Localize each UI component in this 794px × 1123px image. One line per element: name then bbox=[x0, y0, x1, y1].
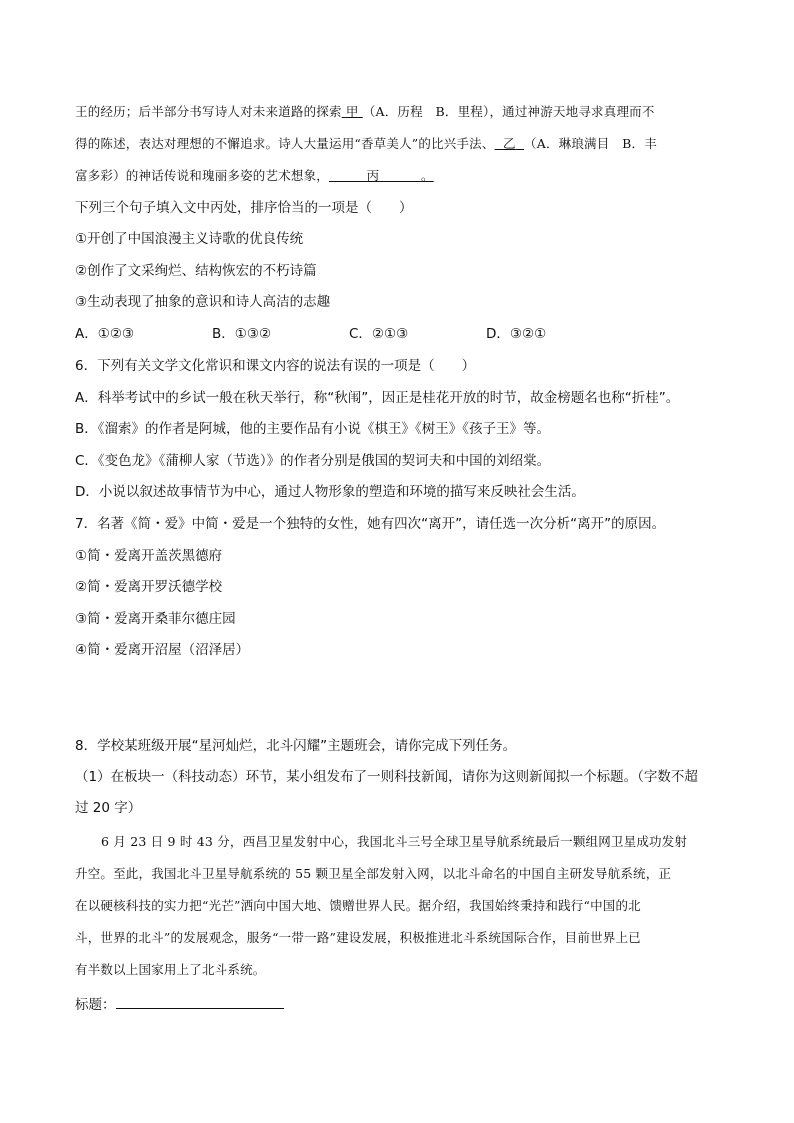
news-line-4: 斗，世界的北斗”的发展观念，服务“一带一路”建设发展，积极推进北斗系统国际合作，目前世界上已 bbox=[75, 930, 641, 945]
q5-options bbox=[75, 324, 724, 344]
passage-text: （A．琳琅满目 B．丰 bbox=[524, 136, 657, 151]
q5-sentence-2: ②创作了文采绚烂、结构恢宏的不朽诗篇 bbox=[75, 263, 317, 279]
q5-option-b[interactable]: B．①③② bbox=[212, 326, 272, 342]
q5-option-c[interactable]: C．②①③ bbox=[349, 326, 409, 342]
passage-line-3 bbox=[75, 166, 724, 186]
q8-task1-line1: （1）在板块一（科技动态）环节，某小组发布了一则科技新闻，请你为这则新闻拟一个标题。（字数不超 bbox=[75, 769, 698, 785]
title-label: 标题： bbox=[75, 997, 116, 1013]
q6-prompt: 6．下列有关文学文化常识和课文内容的说法有误的一项是（ ） bbox=[75, 358, 476, 374]
passage-line-1 bbox=[75, 102, 724, 122]
q6-option-a[interactable]: A．科举考试中的乡试一般在秋天举行，称“秋闱”，因正是桂花开放的时节，故金榜题名也称“折桂”。 bbox=[75, 390, 680, 406]
q7-choice-3: ③简・爱离开桑菲尔德庄园 bbox=[75, 611, 236, 627]
blank-yi[interactable]: 乙 bbox=[502, 136, 516, 151]
title-answer-row bbox=[75, 993, 724, 1015]
q7-prompt: 7．名著《简・爱》中简・爱是一个独特的女性，她有四次“离开”，请任选一次分析“离开”的原因。 bbox=[75, 516, 666, 532]
passage-text: （A．历程 B．里程），通过神游天地寻求真理而不 bbox=[362, 104, 655, 119]
q8-prompt: 8．学校某班级开展“星河灿烂，北斗闪耀”主题班会，请你完成下列任务。 bbox=[75, 738, 517, 754]
news-line-2: 升空。至此，我国北斗卫星导航系统的 55 颗卫星全部发射入网，以北斗命名的中国自主研发导航系统，正 bbox=[75, 866, 672, 881]
q7-choice-2: ②简・爱离开罗沃德学校 bbox=[75, 579, 223, 595]
q5-option-a[interactable]: A．①②③ bbox=[75, 326, 135, 342]
q6-option-d[interactable]: D．小说以叙述故事情节为中心，通过人物形象的塑造和环境的描写来反映社会生活。 bbox=[75, 484, 585, 500]
q6-option-b[interactable]: B．《溜索》的作者是阿城，他的主要作品有小说《棋王》《树王》《孩子王》等。 bbox=[75, 421, 551, 437]
q5-sentence-3: ③生动表现了抽象的意识和诗人高洁的志趣 bbox=[75, 294, 331, 310]
passage-text: 富多彩）的神话传说和瑰丽多姿的艺术想象， bbox=[75, 168, 330, 183]
passage-line-2 bbox=[75, 134, 724, 154]
q7-choice-4: ④简・爱离开沼屋（沼泽居） bbox=[75, 642, 250, 658]
q7-choice-1: ①简・爱离开盖茨黑德府 bbox=[75, 548, 223, 564]
q6-option-c[interactable]: C．《变色龙》《蒲柳人家（节选）》的作者分别是俄国的契诃夫和中国的刘绍棠。 bbox=[75, 453, 551, 469]
news-line-1: 6 月 23 日 9 时 43 分，西昌卫星发射中心，我国北斗三号全球卫星导航系统最后一颗组网卫星成功发射 bbox=[101, 834, 688, 849]
news-line-3: 在以硬核科技的实力把“光芒”洒向中国大地、馈赠世界人民。据介绍，我国始终秉持和践行“中国的北 bbox=[75, 898, 641, 913]
q5-prompt: 下列三个句子填入文中丙处，排序恰当的一项是（ ） bbox=[75, 200, 413, 216]
passage-text: 得的陈述，表达对理想的不懈追求。诗人大量运用“香草美人”的比兴手法、 bbox=[75, 136, 495, 151]
blank-bing[interactable]: 丙 。 bbox=[366, 168, 434, 183]
passage-text: 王的经历；后半部分书写诗人对未来道路的探索 bbox=[75, 104, 342, 119]
title-answer-blank[interactable] bbox=[116, 993, 284, 1009]
q5-sentence-1: ①开创了中国浪漫主义诗歌的优良传统 bbox=[75, 231, 304, 247]
q8-task1-line2: 过 20 字） bbox=[75, 800, 142, 816]
blank-jia[interactable]: 甲 bbox=[345, 104, 359, 119]
news-line-5: 有半数以上国家用上了北斗系统。 bbox=[75, 962, 266, 977]
q5-option-d[interactable]: D．③②① bbox=[486, 326, 547, 342]
